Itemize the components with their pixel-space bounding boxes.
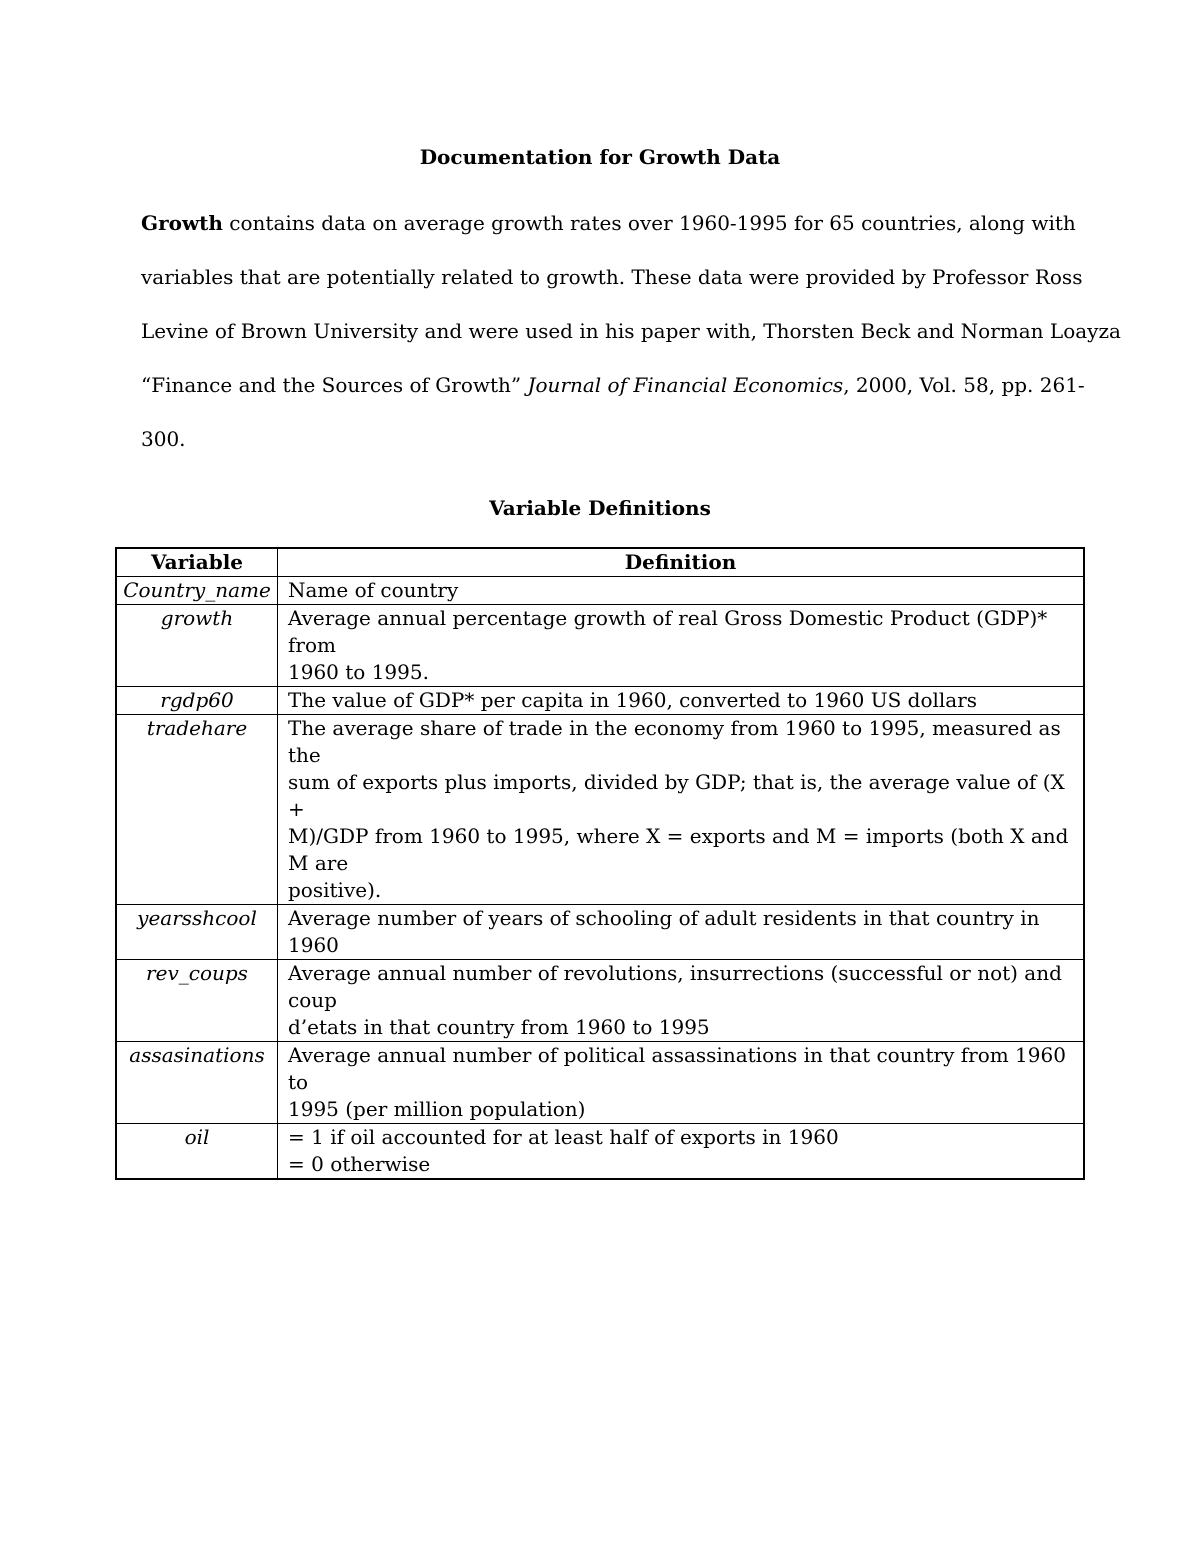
definition-cell: [278, 1042, 1085, 1124]
table-row: [116, 1124, 1084, 1180]
variable-cell: assasinations: [116, 1042, 278, 1124]
definition-cell: [278, 687, 1085, 715]
definition-line: positive).: [288, 878, 382, 902]
definition-line: Name of country: [288, 578, 459, 602]
paper-title: “Finance and the Sources of Growth”: [141, 373, 528, 397]
definition-cell: [278, 715, 1085, 905]
definition-line: Average annual percentage growth of real Gross Domestic Product (GDP)* from: [288, 606, 1048, 657]
definition-line: = 1 if oil accounted for at least half of exports in 1960: [288, 1125, 839, 1149]
header-definition: Definition: [278, 548, 1085, 577]
definition-line: = 0 otherwise: [288, 1152, 431, 1176]
table-body: [116, 577, 1084, 1180]
definition-line: sum of exports plus imports, divided by GDP; that is, the average value of (X +: [288, 770, 1065, 821]
definition-line: Average number of years of schooling of adult residents in that country in 1960: [288, 906, 1040, 957]
table-row: [116, 715, 1084, 905]
intro-line-2: variables that are potentially related to growth. These data were provided by Professor Ross: [141, 265, 1083, 289]
intro-line-5: 300.: [141, 427, 186, 451]
definition-cell: [278, 1124, 1085, 1180]
intro-paragraph: [141, 196, 1121, 466]
intro-line-3: Levine of Brown University and were used in his paper with, Thorsten Beck and Norman Loayza: [141, 319, 1121, 343]
document-title: Documentation for Growth Data: [419, 145, 781, 169]
definition-cell: [278, 960, 1085, 1042]
definition-line: 1995 (per million population): [288, 1097, 586, 1121]
definition-line: d’etats in that country from 1960 to 1995: [288, 1015, 710, 1039]
variable-cell: rev_coups: [116, 960, 278, 1042]
table-row: [116, 577, 1084, 605]
definition-line: Average annual number of political assassinations in that country from 1960 to: [288, 1043, 1066, 1094]
journal-name: Journal of Financial Economics: [527, 373, 844, 397]
intro-line-1-text: contains data on average growth rates over 1960-1995 for 65 countries, along with: [222, 211, 1076, 235]
definition-line: The value of GDP* per capita in 1960, converted to 1960 US dollars: [288, 688, 978, 712]
table-row: [116, 687, 1084, 715]
definition-line: M)/GDP from 1960 to 1995, where X = exports and M = imports (both X and M are: [288, 824, 1069, 875]
variable-cell: Country_name: [116, 577, 278, 605]
definition-cell: [278, 905, 1085, 960]
section-title: Variable Definitions: [489, 496, 711, 520]
variable-cell: rgdp60: [116, 687, 278, 715]
definition-line: 1960 to 1995.: [288, 660, 429, 684]
table-row: [116, 960, 1084, 1042]
intro-line-1: [141, 196, 1076, 250]
definition-cell: [278, 605, 1085, 687]
table-row: [116, 1042, 1084, 1124]
intro-line-4: [141, 358, 1085, 412]
table-row: [116, 905, 1084, 960]
variable-cell: growth: [116, 605, 278, 687]
definition-cell: [278, 577, 1085, 605]
variable-definitions-table: [115, 547, 1085, 1180]
variable-cell: oil: [116, 1124, 278, 1180]
definition-line: Average annual number of revolutions, insurrections (successful or not) and coup: [288, 961, 1062, 1012]
table-row: [116, 605, 1084, 687]
header-variable: Variable: [116, 548, 278, 577]
table-header-row: [116, 548, 1084, 577]
growth-bold-label: Growth: [141, 211, 223, 235]
citation-tail: , 2000, Vol. 58, pp. 261-: [843, 373, 1085, 397]
variable-cell: tradehare: [116, 715, 278, 905]
definition-line: The average share of trade in the economy from 1960 to 1995, measured as the: [288, 716, 1061, 767]
variable-cell: yearsshcool: [116, 905, 278, 960]
